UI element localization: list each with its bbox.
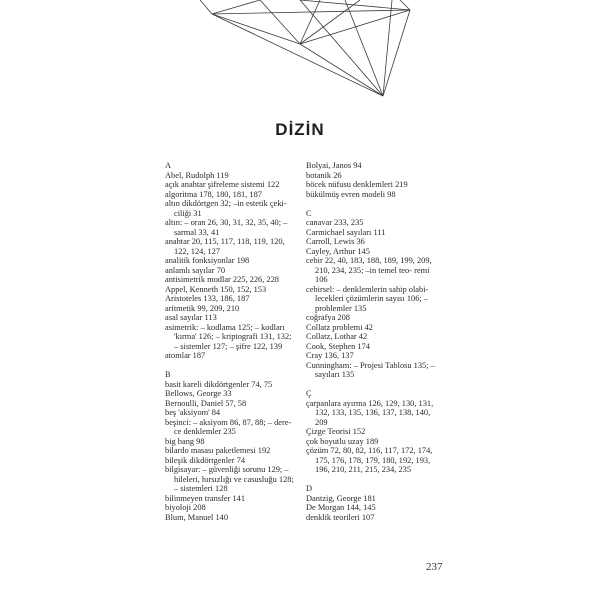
geometric-line-illustration	[0, 0, 600, 110]
index-entry: çok boyutlu uzay 189	[306, 436, 379, 446]
index-entry: botanik 26	[306, 170, 342, 180]
index-entry: çözüm 72, 80, 82, 116, 117, 172, 174, 175, 176, 178, 179, 180, 192, 193, 196, 210, 211, 215, 234, 235	[306, 446, 433, 474]
index-entry: De Morgan 144, 145	[306, 503, 376, 512]
index-entry: Abel, Rudolph 119	[165, 170, 229, 180]
index-entry: analitik fonksiyonlar 198	[165, 256, 250, 265]
index-entry: cebirsel: – denklemlerin sahip olabi- lecekleri çözümlerin sayısı 106; – problemler 135	[306, 284, 429, 313]
index-entry: açık anahtar şifreleme sistemi 122	[165, 180, 280, 189]
section-letter: B	[165, 370, 171, 379]
index-entry: Cook, Stephen 174	[306, 341, 370, 351]
section-letter: Ç	[306, 389, 312, 398]
index-entry: Çizge Teorisi 152	[306, 427, 366, 436]
index-entry: bükülmüş evren modeli 98	[306, 189, 396, 199]
index-entry: bilgisayar: – güvenliği sorunu 129; – hileleri, hırsızlığı ve casusluğu 128; – sistemleri 128	[165, 465, 294, 493]
index-entry: coğrafya 208	[306, 313, 350, 322]
index-entry: Cunningham: – Projesi Tablosu 135; – sayıları 135	[306, 360, 435, 379]
index-entry: basit kareli dikdörtgenler 74, 75	[165, 379, 273, 389]
index-entry: Collatz problemi 42	[306, 322, 373, 332]
index-entry: Aristoteles 133, 186, 187	[165, 294, 250, 303]
index-column-right	[306, 161, 438, 522]
index-entry: Collatz, Lothar 42	[306, 332, 368, 341]
index-title: DİZİN	[275, 120, 325, 139]
index-entry: bilinmeyen transfer 141	[165, 493, 246, 503]
section-letter: D	[306, 484, 313, 493]
index-entry: aritmetik 99, 209, 210	[165, 303, 240, 313]
index-entry: Bernoulli, Daniel 57, 58	[165, 398, 247, 408]
index-entry: big bang 98	[165, 436, 205, 446]
index-entry: Carmichael sayıları 111	[306, 227, 386, 237]
index-entry: denklik teorileri 107	[306, 512, 375, 522]
index-entry: cebir 22, 40, 183, 188, 189, 199, 209, 210, 234, 235; –in temel teo- remi 106	[306, 256, 432, 284]
index-entry: bileşik dikdörtgenler 74	[165, 455, 246, 465]
index-entry: bilardo masası paketlemesi 192	[165, 446, 271, 455]
index-entry: çarpanlara ayırma 126, 129, 130, 131, 132, 133, 135, 136, 137, 138, 140, 209	[306, 398, 434, 427]
index-entry: anahtar 20, 115, 117, 118, 119, 120, 122, 124, 127	[165, 237, 285, 256]
index-entry: böcek nüfusu denklemleri 219	[306, 180, 408, 189]
index-entry: asimetrik: – kodlama 125; – kodları 'kırma' 126; – kriptografi 131, 132; – sistemler 127; – şifre 122, 139	[165, 322, 292, 351]
index-entry: Dantzig, George 181	[306, 493, 376, 503]
index-entry: Cayley, Arthur 145	[306, 246, 370, 256]
index-entry: Cray 136, 137	[306, 351, 354, 360]
section-gap	[306, 380, 438, 390]
index-column-left	[165, 161, 295, 522]
index-entry: Bolyai, Janos 94	[306, 161, 362, 170]
section-gap	[165, 361, 295, 371]
section-gap	[306, 475, 438, 485]
page-number: 237	[426, 561, 443, 573]
index-entry: atomlar 187	[165, 351, 206, 360]
index-entry: altın dikdörtgen 32; –in estetik çeki- ciliği 31	[165, 199, 287, 218]
index-entry: algoritma 178, 180, 181, 187	[165, 189, 262, 199]
index-entry: beş 'aksiyom' 84	[165, 408, 221, 417]
index-entry: Bellows, George 33	[165, 389, 232, 398]
index-entry: asal sayılar 113	[165, 313, 217, 322]
index-entry: Appel, Kenneth 150, 152, 153	[165, 284, 267, 294]
index-entry: antisimetrik modlar 225, 226, 228	[165, 275, 279, 284]
index-entry: beşinci: – aksiyom 86, 87, 88; – dere- ce denklemler 235	[165, 417, 292, 436]
section-letter: C	[306, 208, 312, 218]
index-entry: Blum, Manuel 140	[165, 512, 229, 522]
section-gap	[306, 199, 438, 209]
index-entry: canavar 233, 235	[306, 218, 364, 227]
section-letter: A	[165, 161, 172, 170]
index-entry: anlamlı sayılar 70	[165, 265, 226, 275]
index-entry: biyoloji 208	[165, 503, 206, 512]
index-entry: altın: – oran 26, 30, 31, 32, 35, 40; – sarmal 33, 41	[165, 218, 288, 237]
index-entry: Carroll, Lewis 36	[306, 237, 365, 246]
